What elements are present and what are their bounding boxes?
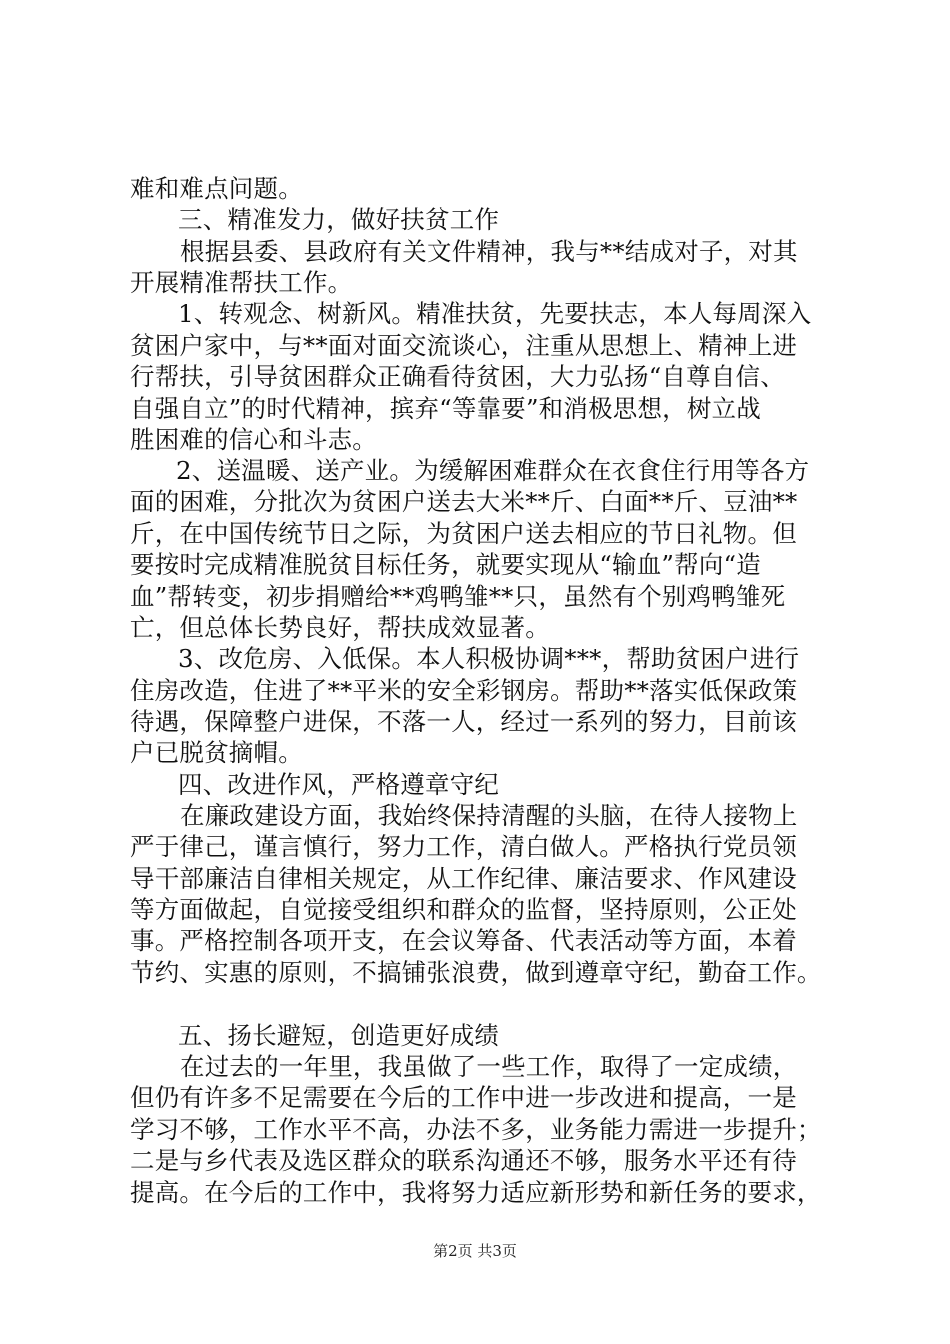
text-line: 但仍有许多不足需要在今后的工作中进一步改进和提高，一是: [130, 1083, 797, 1112]
text-line: 1、转观念、树新风。精准扶贫，先要扶志，本人每周深入: [178, 299, 812, 328]
text-line: 开展精准帮扶工作。: [130, 268, 353, 297]
section-heading: 五、扬长避短，创造更好成绩: [178, 1021, 500, 1050]
text-line: 贫困户家中，与**面对面交流谈心，注重从思想上、精神上进: [130, 331, 798, 360]
text-line: 行帮扶，引导贫困群众正确看待贫困，大力弘扬“自尊自信、: [130, 362, 785, 391]
text-line: 户已脱贫摘帽。: [130, 738, 303, 767]
text-line: 胜困难的信心和斗志。: [130, 425, 377, 454]
text-line: 导干部廉洁自律相关规定，从工作纪律、廉洁要求、作风建设: [130, 864, 797, 893]
text-line: 等方面做起，自觉接受组织和群众的监督，坚持原则，公正处: [130, 895, 797, 924]
text-line: 根据县委、县政府有关文件精神，我与**结成对子，对其: [180, 237, 798, 266]
section-heading: 三、精准发力，做好扶贫工作: [178, 205, 500, 234]
text-line: 要按时完成精准脱贫目标任务，就要实现从“输血”帮向“造: [130, 550, 761, 579]
text-line: 提高。在今后的工作中，我将努力适应新形势和新任务的要求，: [130, 1178, 822, 1207]
text-line: 亡，但总体长势良好，帮扶成效显著。: [130, 613, 550, 642]
text-line: 住房改造，住进了**平米的安全彩钢房。帮助**落实低保政策: [130, 676, 798, 705]
text-line: 面的困难，分批次为贫困户送去大米**斤、白面**斤、豆油**: [130, 487, 798, 516]
text-line: 事。严格控制各项开支，在会议筹备、代表活动等方面，本着: [130, 926, 797, 955]
text-line: 血”帮转变，初步捐赠给**鸡鸭雏**只，虽然有个别鸡鸭雏死: [130, 582, 786, 611]
text-line: 学习不够，工作水平不高，办法不多，业务能力需进一步提升；: [130, 1115, 822, 1144]
text-line: 二是与乡代表及选区群众的联系沟通还不够，服务水平还有待: [130, 1146, 797, 1175]
text-line: 在廉政建设方面，我始终保持清醒的头脑，在待人接物上: [180, 801, 798, 830]
text-line: 严于律己，谨言慎行，努力工作，清白做人。严格执行党员领: [130, 832, 797, 861]
text-line: 难和难点问题。: [130, 174, 303, 203]
text-line: 节约、实惠的原则，不搞铺张浪费，做到遵章守纪，勤奋工作。: [130, 958, 822, 987]
section-heading: 四、改进作风，严格遵章守纪: [178, 770, 500, 799]
text-line: 3、改危房、入低保。本人积极协调***，帮助贫困户进行: [178, 644, 800, 673]
text-line: 斤，在中国传统节日之际，为贫困户送去相应的节日礼物。但: [130, 519, 797, 548]
text-line: 待遇，保障整户进保，不落一人，经过一系列的努力，目前该: [130, 707, 797, 736]
text-line: 2、送温暖、送产业。为缓解困难群众在衣食住行用等各方: [176, 456, 810, 485]
text-line: 在过去的一年里，我虽做了一些工作，取得了一定成绩，: [180, 1052, 798, 1081]
page-footer: 第2页 共3页: [433, 1242, 517, 1260]
text-line: 自强自立”的时代精神，摈弃“等靠要”和消极思想，树立战: [130, 394, 761, 423]
